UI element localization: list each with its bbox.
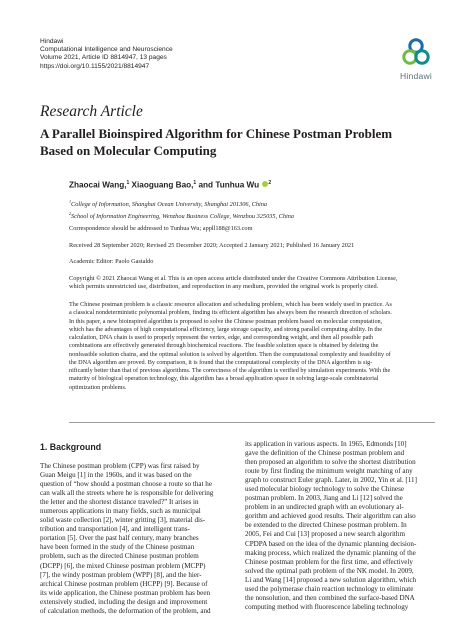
- hindawi-logo[interactable]: [391, 38, 441, 83]
- journal-series: Computational Intelligence and Neuroscience: [40, 46, 173, 54]
- logo-wordmark: Hindawi: [400, 71, 432, 81]
- author-conjunction: and: [198, 180, 214, 190]
- body-line: be extended to the directed Chinese postman problem. In: [245, 521, 407, 530]
- title-line: Based on Molecular Computing: [40, 142, 217, 158]
- abstract-line: calculation, DNA chain is used to properly represent the vertex, edge, and corresponding weight, and then all possible path: [69, 334, 374, 341]
- affiliation-marker: 1: [69, 199, 71, 204]
- affiliation-marker: 2: [268, 180, 272, 186]
- body-line: the nonsolution, and then combined the surface-based DNA: [245, 593, 415, 602]
- author-list: [69, 180, 271, 190]
- correspondence-text: Correspondence should be addressed to Tunhua Wu; appll188@163.com: [69, 225, 253, 232]
- abstract-line: nonfeasible solution chains, and the optimal solution is solved by algorithm. Then the computational complexity and feasibility of: [69, 350, 391, 358]
- abstract-line: In this paper, a new bioinspired algorithm is proposed to solve the Chinese postman problem based on molecular computation,: [69, 317, 383, 325]
- body-line: used the polymerase chain reaction technology to eliminate: [245, 584, 414, 593]
- body-line: then proposed an algorithm to solve the shortest distribution: [245, 458, 416, 467]
- body-line: can walk all the streets where he is responsible for delivering: [40, 489, 214, 498]
- body-column-right: [245, 440, 417, 612]
- body-line: [7], the windy postman problem (WPP) [8], and the hier-: [40, 570, 202, 579]
- affiliation-marker: 1: [126, 180, 130, 186]
- affiliation-item: [69, 210, 294, 222]
- journal-volume: Volume 2021, Article ID 8814947, 13 pages: [40, 54, 167, 62]
- hindawi-rings-logo-icon: [402, 38, 430, 68]
- body-line: have been formed in the study of the Chinese postman: [40, 543, 195, 552]
- journal-name: Hindawi: [40, 38, 64, 45]
- abstract-line: a classical nondeterministic polynomial problem, finding its efficient algorithm has always been the research direction of scholars.: [69, 309, 392, 317]
- body-column-left: [40, 462, 213, 616]
- affiliation-marker: 1: [193, 180, 197, 186]
- author-name: Tunhua Wu: [215, 180, 260, 190]
- copyright-notice: [69, 275, 434, 292]
- body-line: The Chinese postman problem (CPP) was first raised by: [40, 462, 200, 470]
- section-divider: [69, 422, 435, 423]
- affiliation-text: College of Information, Shanghai Ocean University, Shanghai 201306, China: [71, 201, 268, 209]
- abstract-line: nificantly better than that of previous algorithms. The correctness of the algorithm is verified by simulation experiments. With the: [69, 367, 391, 374]
- body-line: CPDPA based on the idea of the dynamic planning decision-: [245, 539, 417, 548]
- copyright-line: Copyright © 2021 Zhaocai Wang et al. This is an open access article distributed under the Creative Commons Attribution License,: [69, 275, 398, 282]
- section-heading: 1. Background: [40, 442, 102, 452]
- abstract-line: combinations are effectively generated through biochemical reactions. The feasible solution space is obtained by deleting the: [69, 342, 379, 350]
- affiliations: [69, 198, 294, 221]
- body-line: solved the optimal path problem of the NK model. In 2009,: [245, 566, 414, 575]
- body-line: the letter and the shortest distance traveled?” It arises in: [40, 498, 199, 507]
- correspondence: [69, 225, 252, 233]
- body-line: computing method with fluorescence labeling technology: [245, 602, 409, 611]
- body-line: its application in various aspects. In 1965, Edmonds [10]: [245, 440, 407, 448]
- abstract-line: which has the advantages of high computational efficiency, large storage capacity, and strong parallel computing ability. In the: [69, 325, 382, 333]
- doi-link[interactable]: https://doi.org/10.1155/2021/8814947: [40, 62, 150, 70]
- author-name: Zhaocai Wang,: [69, 180, 127, 190]
- journal-header: [40, 38, 173, 71]
- copyright-line: which permits unrestricted use, distribution, and reproduction in any medium, provided the original work is properly cited.: [69, 283, 379, 291]
- abstract: [69, 301, 435, 392]
- body-line: its wide application, the Chinese postman problem has been: [40, 588, 211, 597]
- affiliation-item: [69, 198, 294, 210]
- abstract-line: optimization problems.: [69, 383, 127, 391]
- body-line: numerous applications in many fields, such as municipal: [40, 507, 201, 516]
- author-name: Xiaoguang Bao,: [131, 180, 194, 190]
- body-line: question of “how should a postman choose a route so that he: [40, 480, 212, 489]
- body-line: route by first finding the minimum weight matching of any: [245, 467, 413, 476]
- body-line: Guan Meigu [1] in the 1960s, and it was based on the: [40, 471, 192, 480]
- publication-dates: [69, 242, 354, 250]
- article-type: Research Article: [40, 103, 143, 120]
- abstract-line: the DNA algorithm are proved. By comparison, it is found that the computational complexity of the DNA algorithm is sig-: [69, 358, 373, 366]
- paper-title: [40, 126, 440, 159]
- title-line: A Parallel Bioinspired Algorithm for Chinese Postman Problem: [40, 126, 393, 141]
- academic-editor: [69, 258, 153, 266]
- body-line: Chinese postman problem for the first time, and effectively: [245, 557, 413, 566]
- editor-text: Academic Editor: Paolo Gastaldo: [69, 258, 154, 265]
- body-line: extensively studied, including the design and improvement: [40, 597, 208, 606]
- body-line: problem in an undirected graph with an evolutionary al-: [245, 503, 404, 512]
- body-line: portation [5]. Over the past half century, many branches: [40, 534, 199, 543]
- affiliation-marker: 2: [69, 210, 71, 216]
- body-line: problem, such as the directed Chinese postman problem: [40, 552, 199, 561]
- body-line: gorithm and achieved good results. Their algorithm can also: [245, 512, 416, 521]
- body-line: gave the definition of the Chinese postman problem and: [245, 449, 405, 458]
- body-line: (DCPP) [6], the mixed Chinese postman problem (MCPP): [40, 561, 206, 570]
- body-line: Li and Wang [14] proposed a new solution algorithm, which: [245, 575, 417, 584]
- body-line: archical Chinese postman problem (HCPP) [9]. Because of: [40, 579, 208, 588]
- body-line: graph to construct Euler graph. Later, in 2002, Yin et al. [11]: [245, 476, 417, 485]
- body-line: postman problem. In 2003, Jiang and Li [12] solved the: [245, 494, 403, 503]
- body-line: solid waste collection [2], winter gritting [3], material dis-: [40, 516, 206, 525]
- body-line: used molecular biology technology to solve the Chinese: [245, 485, 404, 494]
- body-line: tribution and transportation [4], and intelligent trans-: [40, 525, 190, 534]
- body-line: 2005, Fei and Cui [13] proposed a new search algorithm: [245, 530, 405, 539]
- affiliation-text: School of Information Engineering, Wenzhou Business College, Wenzhou 325035, China: [71, 212, 295, 220]
- abstract-line: maturity of biological operation technology, this algorithm has a broad application space in solving large-scale combinatorial: [69, 375, 379, 383]
- body-line: making process, which realized the dynamic planning of the: [245, 548, 416, 557]
- dates-text: Received 28 September 2020; Revised 25 December 2020; Accepted 2 January 2021; Published 16 January 2021: [69, 242, 355, 249]
- body-line: of calculation methods, the deformation of the problem, and: [40, 606, 211, 615]
- abstract-line: The Chinese postman problem is a classic resource allocation and scheduling problem, which has been widely used in practice. As: [69, 301, 392, 308]
